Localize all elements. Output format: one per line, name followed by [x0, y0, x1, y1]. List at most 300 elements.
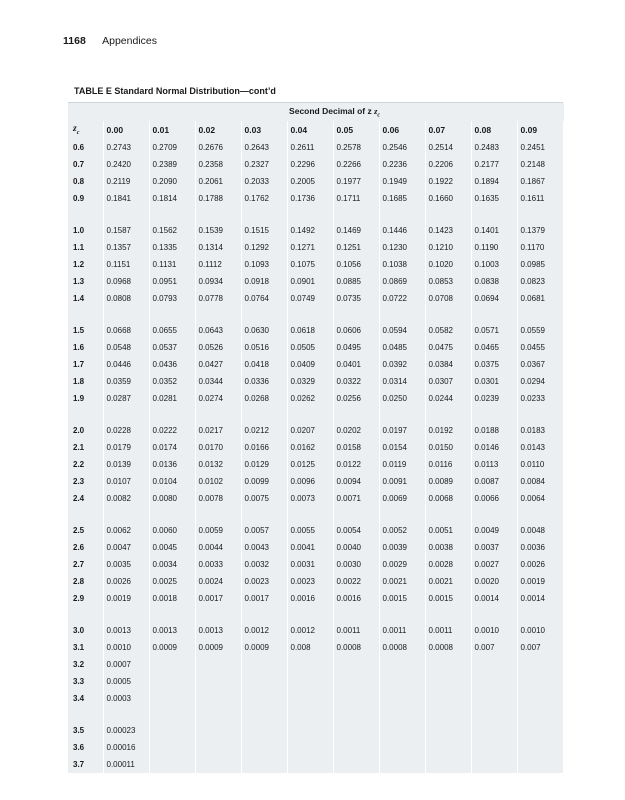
probability-cell: 0.0011 [379, 622, 425, 639]
probability-cell: 0.0375 [471, 356, 517, 373]
normal-distribution-table [68, 80, 563, 773]
probability-cell: 0.0013 [103, 622, 149, 639]
probability-cell: 0.0708 [425, 290, 471, 307]
probability-cell: 0.0869 [379, 273, 425, 290]
section-title: Appendices [102, 35, 157, 47]
probability-cell: 0.0057 [241, 522, 287, 539]
probability-cell: 0.0681 [517, 290, 563, 307]
probability-cell: 0.0069 [379, 490, 425, 507]
probability-cell: 0.0262 [287, 390, 333, 407]
z-value-cell: 2.8 [68, 573, 103, 590]
probability-cell: 0.0582 [425, 322, 471, 339]
probability-cell: 0.1611 [517, 190, 563, 207]
table-row [68, 290, 563, 307]
probability-cell: 0.0032 [241, 556, 287, 573]
probability-cell: 0.0233 [517, 390, 563, 407]
probability-cell: 0.0099 [241, 473, 287, 490]
probability-cell: 0.2514 [425, 139, 471, 156]
probability-cell: 0.0618 [287, 322, 333, 339]
probability-cell [195, 673, 241, 690]
column-header: 0.09 [517, 121, 563, 139]
probability-cell: 0.0012 [241, 622, 287, 639]
probability-cell: 0.0021 [425, 573, 471, 590]
probability-cell: 0.0016 [287, 590, 333, 607]
probability-cell: 0.0096 [287, 473, 333, 490]
probability-cell: 0.2327 [241, 156, 287, 173]
z-value-cell: 1.7 [68, 356, 103, 373]
z-value-cell: 0.6 [68, 139, 103, 156]
probability-cell: 0.0015 [379, 590, 425, 607]
probability-cell [517, 739, 563, 756]
probability-cell: 0.0274 [195, 390, 241, 407]
probability-cell: 0.0823 [517, 273, 563, 290]
probability-cell: 0.0537 [149, 339, 195, 356]
probability-cell: 0.2676 [195, 139, 241, 156]
probability-cell: 0.0066 [471, 490, 517, 507]
probability-cell: 0.0029 [379, 556, 425, 573]
probability-cell: 0.0985 [517, 256, 563, 273]
probability-cell: 0.0007 [103, 656, 149, 673]
probability-cell: 0.0027 [471, 556, 517, 573]
probability-cell: 0.0256 [333, 390, 379, 407]
probability-cell: 0.0039 [379, 539, 425, 556]
probability-cell: 0.0314 [379, 373, 425, 390]
probability-cell: 0.008 [287, 639, 333, 656]
probability-cell: 0.0606 [333, 322, 379, 339]
probability-cell: 0.0043 [241, 539, 287, 556]
probability-cell: 0.0094 [333, 473, 379, 490]
probability-cell: 0.0749 [287, 290, 333, 307]
probability-cell: 0.0212 [241, 422, 287, 439]
probability-cell: 0.2236 [379, 156, 425, 173]
group-separator [68, 607, 563, 622]
probability-cell: 0.0655 [149, 322, 195, 339]
group-separator [68, 507, 563, 522]
probability-cell [379, 673, 425, 690]
column-header: 0.02 [195, 121, 241, 139]
probability-cell: 0.0446 [103, 356, 149, 373]
probability-cell: 0.0197 [379, 422, 425, 439]
probability-cell: 0.2358 [195, 156, 241, 173]
probability-cell [379, 722, 425, 739]
table-row [68, 356, 563, 373]
probability-cell: 0.0188 [471, 422, 517, 439]
column-header: 0.01 [149, 121, 195, 139]
z-value-cell: 1.1 [68, 239, 103, 256]
probability-cell [471, 722, 517, 739]
z-value-cell: 2.7 [68, 556, 103, 573]
table-row [68, 439, 563, 456]
probability-cell: 0.0162 [287, 439, 333, 456]
z-value-cell: 3.4 [68, 690, 103, 707]
probability-cell [379, 656, 425, 673]
z-value-cell: 3.5 [68, 722, 103, 739]
probability-cell: 0.0505 [287, 339, 333, 356]
probability-cell: 0.0735 [333, 290, 379, 307]
probability-cell [333, 656, 379, 673]
table-row [68, 339, 563, 356]
probability-cell [149, 673, 195, 690]
probability-cell [149, 656, 195, 673]
probability-cell: 0.0301 [471, 373, 517, 390]
probability-cell: 0.2578 [333, 139, 379, 156]
group-separator [68, 707, 563, 722]
probability-cell: 0.0174 [149, 439, 195, 456]
table-row [68, 256, 563, 273]
probability-cell: 0.0166 [241, 439, 287, 456]
probability-cell: 0.1587 [103, 222, 149, 239]
probability-cell: 0.0075 [241, 490, 287, 507]
probability-cell: 0.0091 [379, 473, 425, 490]
probability-cell: 0.0322 [333, 373, 379, 390]
probability-cell: 0.1170 [517, 239, 563, 256]
probability-cell: 0.0022 [333, 573, 379, 590]
probability-cell [333, 690, 379, 707]
probability-cell: 0.1314 [195, 239, 241, 256]
probability-cell: 0.1292 [241, 239, 287, 256]
z-value-cell: 1.5 [68, 322, 103, 339]
probability-cell: 0.0062 [103, 522, 149, 539]
probability-cell: 0.0026 [517, 556, 563, 573]
probability-cell: 0.1131 [149, 256, 195, 273]
table-row [68, 139, 563, 156]
probability-cell: 0.2451 [517, 139, 563, 156]
probability-cell: 0.1539 [195, 222, 241, 239]
column-header: 0.04 [287, 121, 333, 139]
probability-cell: 0.1190 [471, 239, 517, 256]
probability-cell: 0.0951 [149, 273, 195, 290]
z-value-cell: 2.5 [68, 522, 103, 539]
probability-cell [425, 756, 471, 773]
probability-cell: 0.2546 [379, 139, 425, 156]
probability-cell [379, 756, 425, 773]
probability-cell: 0.1635 [471, 190, 517, 207]
probability-cell: 0.0041 [287, 539, 333, 556]
probability-cell: 0.0008 [333, 639, 379, 656]
probability-cell [425, 690, 471, 707]
probability-cell [517, 656, 563, 673]
probability-cell: 0.0016 [333, 590, 379, 607]
probability-cell: 0.0080 [149, 490, 195, 507]
table-supertitle: Second Decimal of z $z_c$ [289, 105, 381, 119]
probability-cell: 0.0064 [517, 490, 563, 507]
z-value-cell: 1.0 [68, 222, 103, 239]
probability-cell: 0.1977 [333, 173, 379, 190]
probability-cell: 0.0139 [103, 456, 149, 473]
probability-cell: 0.0026 [103, 573, 149, 590]
z-value-cell: 0.9 [68, 190, 103, 207]
z-value-cell: 1.4 [68, 290, 103, 307]
probability-cell: 0.007 [517, 639, 563, 656]
probability-cell: 0.0107 [103, 473, 149, 490]
probability-cell: 0.00023 [103, 722, 149, 739]
probability-cell: 0.0013 [149, 622, 195, 639]
table-row [68, 673, 563, 690]
probability-cell [287, 656, 333, 673]
probability-cell: 0.1271 [287, 239, 333, 256]
page-number: 1168 [63, 35, 86, 47]
probability-cell: 0.0068 [425, 490, 471, 507]
probability-cell: 0.1841 [103, 190, 149, 207]
probability-cell: 0.1230 [379, 239, 425, 256]
probability-cell: 0.0036 [517, 539, 563, 556]
z-value-cell: 3.1 [68, 639, 103, 656]
probability-cell: 0.0401 [333, 356, 379, 373]
running-head [63, 35, 157, 47]
probability-cell: 0.0968 [103, 273, 149, 290]
probability-cell [241, 739, 287, 756]
probability-cell: 0.1379 [517, 222, 563, 239]
z-value-cell: 2.6 [68, 539, 103, 556]
column-header: 0.07 [425, 121, 471, 139]
probability-cell: 0.1075 [287, 256, 333, 273]
probability-cell: 0.0143 [517, 439, 563, 456]
probability-cell: 0.0010 [517, 622, 563, 639]
table-row [68, 373, 563, 390]
probability-cell [195, 722, 241, 739]
column-header-row [68, 121, 563, 139]
probability-cell: 0.1949 [379, 173, 425, 190]
group-separator [68, 207, 563, 222]
z-value-cell: 1.2 [68, 256, 103, 273]
probability-cell: 0.0778 [195, 290, 241, 307]
probability-cell: 0.0901 [287, 273, 333, 290]
table-row [68, 473, 563, 490]
probability-cell [241, 673, 287, 690]
group-separator [68, 307, 563, 322]
probability-cell [195, 656, 241, 673]
probability-cell [517, 756, 563, 773]
probability-cell: 0.0202 [333, 422, 379, 439]
probability-cell: 0.0808 [103, 290, 149, 307]
probability-cell: 0.0011 [333, 622, 379, 639]
probability-cell: 0.0009 [149, 639, 195, 656]
probability-cell: 0.0055 [287, 522, 333, 539]
probability-cell: 0.0918 [241, 273, 287, 290]
probability-cell: 0.0017 [241, 590, 287, 607]
probability-cell: 0.1492 [287, 222, 333, 239]
probability-cell: 0.0228 [103, 422, 149, 439]
probability-cell: 0.0294 [517, 373, 563, 390]
table-row [68, 322, 563, 339]
probability-cell: 0.0455 [517, 339, 563, 356]
probability-cell [149, 756, 195, 773]
probability-cell: 0.0136 [149, 456, 195, 473]
probability-cell [425, 739, 471, 756]
probability-cell: 0.0040 [333, 539, 379, 556]
probability-cell: 0.0018 [149, 590, 195, 607]
probability-cell: 0.0011 [425, 622, 471, 639]
probability-cell: 0.0359 [103, 373, 149, 390]
probability-cell: 0.0594 [379, 322, 425, 339]
z-value-cell: 2.4 [68, 490, 103, 507]
probability-cell: 0.0110 [517, 456, 563, 473]
probability-cell: 0.0571 [471, 322, 517, 339]
probability-cell: 0.1335 [149, 239, 195, 256]
probability-cell: 0.0179 [103, 439, 149, 456]
probability-cell: 0.00011 [103, 756, 149, 773]
probability-cell: 0.0668 [103, 322, 149, 339]
probability-cell: 0.0102 [195, 473, 241, 490]
table-row [68, 273, 563, 290]
probability-cell: 0.2206 [425, 156, 471, 173]
probability-cell: 0.0485 [379, 339, 425, 356]
probability-cell [471, 690, 517, 707]
probability-cell [425, 656, 471, 673]
probability-cell: 0.0384 [425, 356, 471, 373]
probability-cell [149, 739, 195, 756]
table-row [68, 639, 563, 656]
column-header-z: $z_c$ [68, 121, 103, 139]
probability-cell [333, 673, 379, 690]
probability-cell: 0.1112 [195, 256, 241, 273]
probability-cell [471, 656, 517, 673]
z-value-cell: 2.1 [68, 439, 103, 456]
probability-cell: 0.0287 [103, 390, 149, 407]
probability-cell: 0.1562 [149, 222, 195, 239]
probability-cell [241, 756, 287, 773]
probability-cell: 0.0217 [195, 422, 241, 439]
probability-cell: 0.0087 [471, 473, 517, 490]
table-title: TABLE E Standard Normal Distribution—cont’d [68, 80, 563, 103]
probability-cell: 0.0003 [103, 690, 149, 707]
probability-cell: 0.0154 [379, 439, 425, 456]
table-row [68, 722, 563, 739]
probability-cell: 0.0409 [287, 356, 333, 373]
probability-cell: 0.0268 [241, 390, 287, 407]
table-row [68, 190, 563, 207]
probability-cell: 0.0052 [379, 522, 425, 539]
table-row [68, 690, 563, 707]
probability-cell [287, 739, 333, 756]
probability-cell: 0.0014 [471, 590, 517, 607]
probability-cell: 0.0475 [425, 339, 471, 356]
probability-cell: 0.2177 [471, 156, 517, 173]
probability-cell: 0.0192 [425, 422, 471, 439]
probability-cell: 0.0051 [425, 522, 471, 539]
probability-cell: 0.0084 [517, 473, 563, 490]
probability-cell: 0.0031 [287, 556, 333, 573]
table-row [68, 156, 563, 173]
probability-cell: 0.0019 [103, 590, 149, 607]
z-value-cell: 3.7 [68, 756, 103, 773]
probability-cell: 0.2743 [103, 139, 149, 156]
column-header: 0.08 [471, 121, 517, 139]
probability-cell: 0.0014 [517, 590, 563, 607]
z-value-cell: 3.0 [68, 622, 103, 639]
probability-cell: 0.0853 [425, 273, 471, 290]
probability-cell: 0.0015 [425, 590, 471, 607]
probability-cell: 0.1093 [241, 256, 287, 273]
probability-cell: 0.0436 [149, 356, 195, 373]
table-row [68, 490, 563, 507]
probability-cell: 0.0089 [425, 473, 471, 490]
probability-cell: 0.0025 [149, 573, 195, 590]
probability-cell: 0.0020 [471, 573, 517, 590]
probability-cell: 0.0222 [149, 422, 195, 439]
probability-cell: 0.1401 [471, 222, 517, 239]
z-value-cell: 2.2 [68, 456, 103, 473]
probability-cell: 0.0049 [471, 522, 517, 539]
probability-cell: 0.2119 [103, 173, 149, 190]
probability-cell [425, 673, 471, 690]
probability-cell [149, 690, 195, 707]
probability-cell [517, 722, 563, 739]
probability-cell: 0.1251 [333, 239, 379, 256]
probability-cell [195, 756, 241, 773]
probability-cell [287, 722, 333, 739]
probability-cell: 0.1423 [425, 222, 471, 239]
probability-cell [241, 690, 287, 707]
probability-cell: 0.0010 [103, 639, 149, 656]
probability-cell: 0.0125 [287, 456, 333, 473]
probability-cell [517, 673, 563, 690]
probability-cell: 0.0045 [149, 539, 195, 556]
probability-cell: 0.0764 [241, 290, 287, 307]
probability-cell: 0.0336 [241, 373, 287, 390]
probability-cell: 0.0059 [195, 522, 241, 539]
probability-cell: 0.1814 [149, 190, 195, 207]
probability-cell: 0.0427 [195, 356, 241, 373]
table-supertitle-row [68, 103, 563, 121]
probability-cell: 0.0146 [471, 439, 517, 456]
z-value-cell: 0.7 [68, 156, 103, 173]
probability-cell: 0.0129 [241, 456, 287, 473]
probability-cell: 0.2148 [517, 156, 563, 173]
probability-cell: 0.1685 [379, 190, 425, 207]
table-row [68, 739, 563, 756]
z-value-cell: 2.9 [68, 590, 103, 607]
probability-cell: 0.0392 [379, 356, 425, 373]
probability-cell: 0.2090 [149, 173, 195, 190]
probability-cell: 0.0722 [379, 290, 425, 307]
probability-cell: 0.0024 [195, 573, 241, 590]
probability-cell: 0.1788 [195, 190, 241, 207]
probability-cell: 0.0526 [195, 339, 241, 356]
probability-cell: 0.0170 [195, 439, 241, 456]
probability-cell: 0.0034 [149, 556, 195, 573]
probability-cell: 0.0005 [103, 673, 149, 690]
probability-cell: 0.0158 [333, 439, 379, 456]
table-row [68, 522, 563, 539]
table-row [68, 222, 563, 239]
probability-cell: 0.00016 [103, 739, 149, 756]
table-row [68, 556, 563, 573]
probability-cell: 0.0183 [517, 422, 563, 439]
probability-cell: 0.0495 [333, 339, 379, 356]
probability-cell [287, 756, 333, 773]
probability-cell: 0.0838 [471, 273, 517, 290]
z-value-cell: 3.2 [68, 656, 103, 673]
probability-cell: 0.2420 [103, 156, 149, 173]
probability-cell: 0.1038 [379, 256, 425, 273]
probability-cell: 0.0418 [241, 356, 287, 373]
z-value-cell: 3.6 [68, 739, 103, 756]
probability-cell [287, 690, 333, 707]
probability-cell [241, 722, 287, 739]
table-row [68, 622, 563, 639]
probability-cell: 0.0033 [195, 556, 241, 573]
probability-cell: 0.0307 [425, 373, 471, 390]
probability-cell [149, 722, 195, 739]
probability-cell: 0.1446 [379, 222, 425, 239]
probability-cell: 0.2483 [471, 139, 517, 156]
probability-cell: 0.0119 [379, 456, 425, 473]
table-row [68, 456, 563, 473]
probability-cell: 0.0150 [425, 439, 471, 456]
probability-cell: 0.1660 [425, 190, 471, 207]
probability-cell: 0.0012 [287, 622, 333, 639]
